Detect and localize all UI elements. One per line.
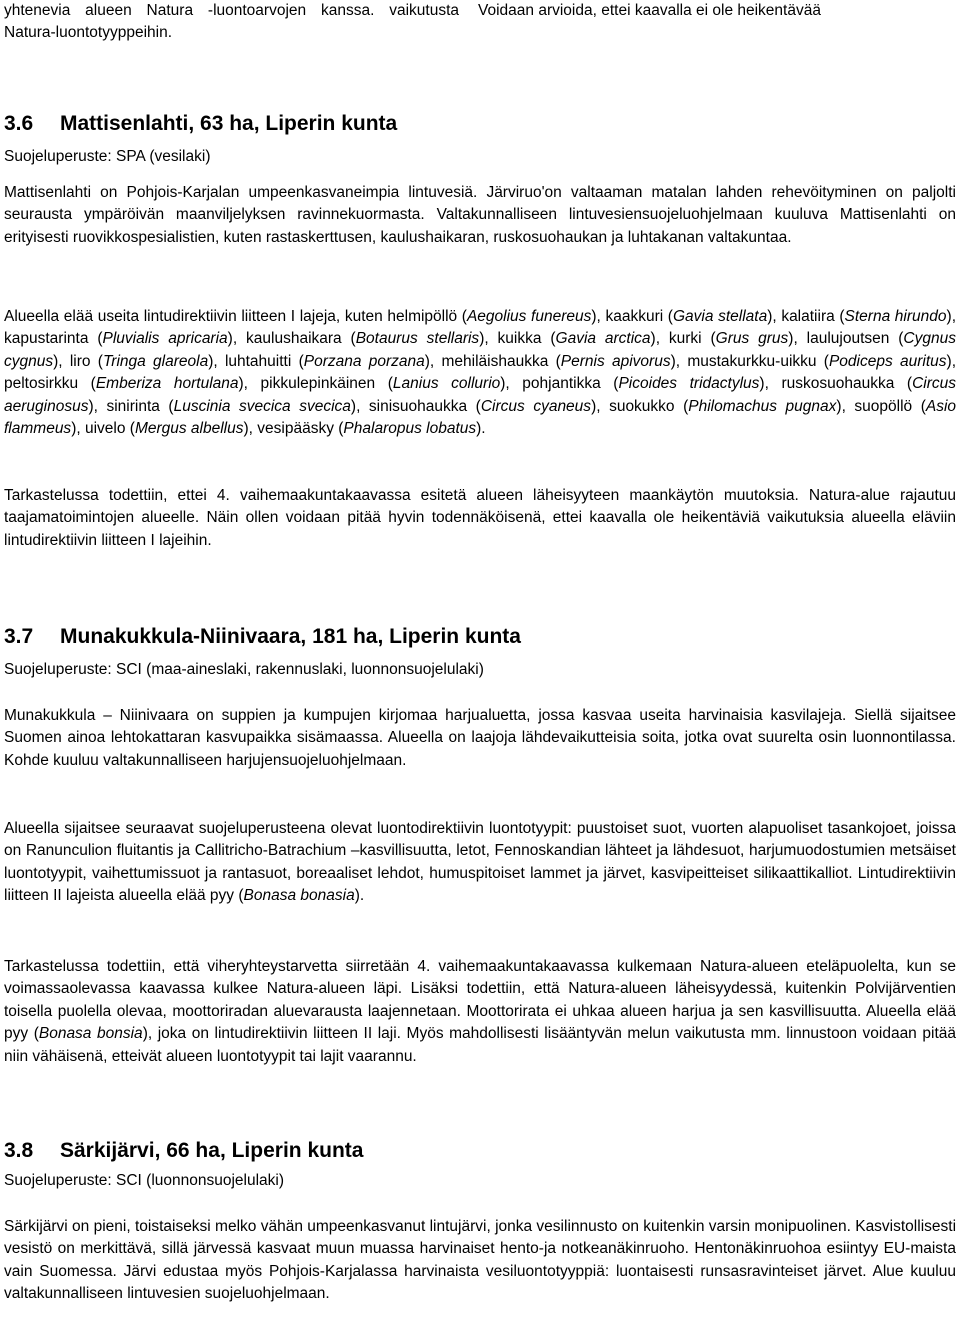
species-latin-name: Emberiza hortulana (95, 375, 239, 393)
species-latin-name: Philomachus pugnax (688, 397, 837, 415)
text-run: ), liro ( (53, 352, 103, 370)
species-latin-name: Bonasa bonasia (243, 887, 355, 905)
species-latin-name: Podiceps auritus (828, 352, 947, 370)
paragraph: Särkijärvi on pieni, toistaiseksi melko vähän umpeenkasvanut lintujärvi, jonka vesilinnusto on kuitenkin varsin monipuolinen. Kasvistollisesti vesistö on merkittävä, sillä järvessä kasvaat muun muassa harvinaiset hento-ja notkeanäkinruoho. Hentonäkinruohoa esiintyy EU-maista vain Suomessa. Järvi edustaa myös Pohjois-Karjalassa harvinaista vesiluontotyyppiä: luontaisesti runsasravinteiset järvet. Alue kuuluu valtakunnalliseen lintuvesien suojeluohjelmaan. (4, 1218, 957, 1303)
section-title: Särkijärvi, 66 ha, Liperin kunta (60, 1139, 364, 1162)
text-run: ), kapustarinta ( (4, 308, 956, 348)
text-run: ). (476, 420, 486, 438)
text-run: Alueella sijaitsee seuraavat suojeluperusteena olevat luontodirektiivin luontotyypit: puustoiset suot, vuorten alapuoliset tasankojoet, joissa on Ranunculion fluitantis ja Callitricho-Batrachium –kasvillisuutta, letot, Fennoskandian lähteet ja lähdesuot, harjumuodostumien metsäiset luontotyypit, vaihettumissuot ja rantasuot, boreaaliset lehdot, humuspitoiset lammet ja järvet, kasvipeitteiset silikaattikalliot. Lintudirektiivin liitteen II lajeista alueella elää pyy ( (4, 820, 956, 905)
species-latin-name: Cygnus cygnus (4, 330, 956, 370)
text-run: ), kurki ( (650, 330, 716, 348)
text-run: ), kuikka ( (479, 330, 556, 348)
text-run: ), suokukko ( (591, 397, 689, 415)
section-number: 3.8 (4, 1139, 34, 1162)
species-latin-name: Botaurus stellaris (355, 330, 480, 348)
carryover-right: Voidaan arvioida, ettei kaavalla ei ole heikentävää (478, 2, 821, 19)
paragraph: Munakukkula – Niinivaara on suppien ja kumpujen kirjomaa harjualuetta, jossa kasvaa useita harvinaisia kasvilajeja. Siellä sijaitsee Suomen ainoa lehtokattaran kasvupaikka sisämaassa. Alueella on laajoja lähdevaikutteisia soita, jotka ovat suurelta osin luonnontilassa. Kohde kuuluu valtakunnalliseen harjujensuojeluohjelmaan. (4, 707, 956, 769)
section-heading-3-8 (4, 1138, 363, 1164)
species-latin-name: Asio flammeus (4, 397, 957, 438)
section-number: 3.7 (4, 625, 34, 648)
species-latin-name: Tringa glareola (102, 352, 209, 370)
text-run: ), sinisuohaukka ( (350, 397, 481, 415)
species-latin-name: Phalaropus lobatus (343, 420, 477, 438)
text-run: ), ruskosuohaukka ( (759, 375, 913, 393)
text-run: ). (354, 887, 365, 905)
species-latin-name: Bonasa bonsia (38, 1025, 143, 1043)
text-run: ), laulujoutsen ( (788, 330, 904, 348)
protection-basis: Suojeluperuste: SCI (maa-aineslaki, rakennuslaki, luonnonsuojelulaki) (4, 661, 484, 678)
text-run: ), kalatiira ( (767, 308, 845, 325)
species-latin-name: Aegolius funereus (466, 308, 592, 325)
text-run: ), kaakkuri ( (591, 308, 673, 325)
text-run: ), joka on lintudirektiivin liitteen II laji. Myös mahdollisesti lisääntyvän melun vaikutusta mm. linnustoon voidaan pitää niin vähäisenä, etteivät alueen luontotyypit tai lajit vaarannu. (4, 1025, 956, 1065)
text-run: ), pohjantikka ( (500, 375, 619, 393)
text-run: ), mustakurkku-uikku ( (670, 352, 829, 370)
text-run: ), kaulushaikara ( (227, 330, 356, 348)
species-latin-name: Lanius collurio (392, 375, 501, 393)
text-run: ), peltosirkku ( (4, 352, 956, 393)
text-run: Tarkastelussa todettiin, että viheryhteystarvetta siirretään 4. vaihemaakuntakaavassa kulkemaan Natura-alueen eteläpuolelta, kun se voimassaolevassa kaavassa kulkee Natura-alueen läpi. Lisäksi todettiin, että Natura-alueen läheisyydessä, kuitenkin Polvijärventien toisella puolella olevaa, moottoriradan aluevarausta laajennetaan. Moottorirata ei uhkaa alueen harjua ja sen kasvillisuutta. Alueella elää pyy ( (4, 958, 956, 1043)
text-run: Alueella elää useita lintudirektiivin liitteen I lajeja, kuten helmipöllö ( (4, 308, 467, 325)
text-run: ), luhtahuitti ( (208, 352, 304, 370)
text-run: ), uivelo ( (71, 420, 135, 438)
species-latin-name: Sterna hirundo (844, 308, 947, 325)
text-run: ), pikkulepinkäinen ( (238, 375, 393, 393)
text-run: ), vesipääsky ( (243, 420, 344, 438)
paragraph-habitats (4, 818, 956, 908)
species-latin-name: Grus grus (715, 330, 789, 348)
text-run: ), sinirinta ( (88, 397, 174, 415)
species-latin-name: Gavia arctica (555, 330, 651, 348)
text-run: ), mehiläishaukka ( (424, 352, 561, 370)
species-latin-name: Luscinia svecica svecica (173, 397, 351, 415)
species-latin-name: Porzana porzana (303, 352, 425, 370)
species-latin-name: Pernis apivorus (560, 352, 671, 370)
protection-basis: Suojeluperuste: SCI (luonnonsuojelulaki) (4, 1172, 285, 1189)
species-latin-name: Mergus albellus (134, 420, 244, 438)
species-latin-name: Gavia stellata (672, 308, 768, 325)
paragraph-species (4, 306, 956, 440)
species-latin-name: Circus aeruginosus (4, 375, 956, 415)
section-number: 3.6 (4, 112, 34, 135)
species-latin-name: Circus cyaneus (480, 397, 592, 415)
paragraph: Tarkastelussa todettiin, ettei 4. vaihemaakuntakaavassa esitetä alueen läheisyyteen maankäytön muutoksia. Natura-alue rajautuu taajamatoimintojen alueelle. Näin ollen voidaan pitää hyvin todennäköisenä, ettei kaavalla ole heikentäviä vaikutuksia alueella eläviin lintudirektiivin liitteen I lajeihin. (4, 487, 956, 549)
paragraph: Mattisenlahti on Pohjois-Karjalan umpeenkasvaneimpia lintuvesiä. Järviruo'on valtaaman matalan lahden rehevöityminen on paljolti seurausta ympäröivän maanviljelyksen ravinnekuormasta. Valtakunnalliseen lintuvesiensuojeluohjelmaan kuuluva Mattisenlahti on erityisesti ruovikkospesialistien, kuten rastaskerttusen, kaulushaikaran, ruskosuohaukan ja luhtakanan valtakuntaa. (4, 184, 956, 246)
carryover-left: yhtenevia alueen Natura -luontoarvojen kanssa. vaikutusta Natura-luontotyyppeihin. (4, 2, 459, 42)
species-latin-name: Picoides tridactylus (618, 375, 760, 393)
species-latin-name: Pluvialis apricaria (102, 330, 228, 348)
paragraph (4, 956, 956, 1068)
protection-basis: Suojeluperuste: SPA (vesilaki) (4, 148, 211, 165)
section-heading-3-7 (4, 624, 521, 650)
section-title: Mattisenlahti, 63 ha, Liperin kunta (60, 112, 398, 135)
section-title: Munakukkula-Niinivaara, 181 ha, Liperin kunta (60, 625, 521, 648)
text-run: ), suopöllö ( (836, 397, 926, 415)
section-heading-3-6 (4, 111, 397, 137)
